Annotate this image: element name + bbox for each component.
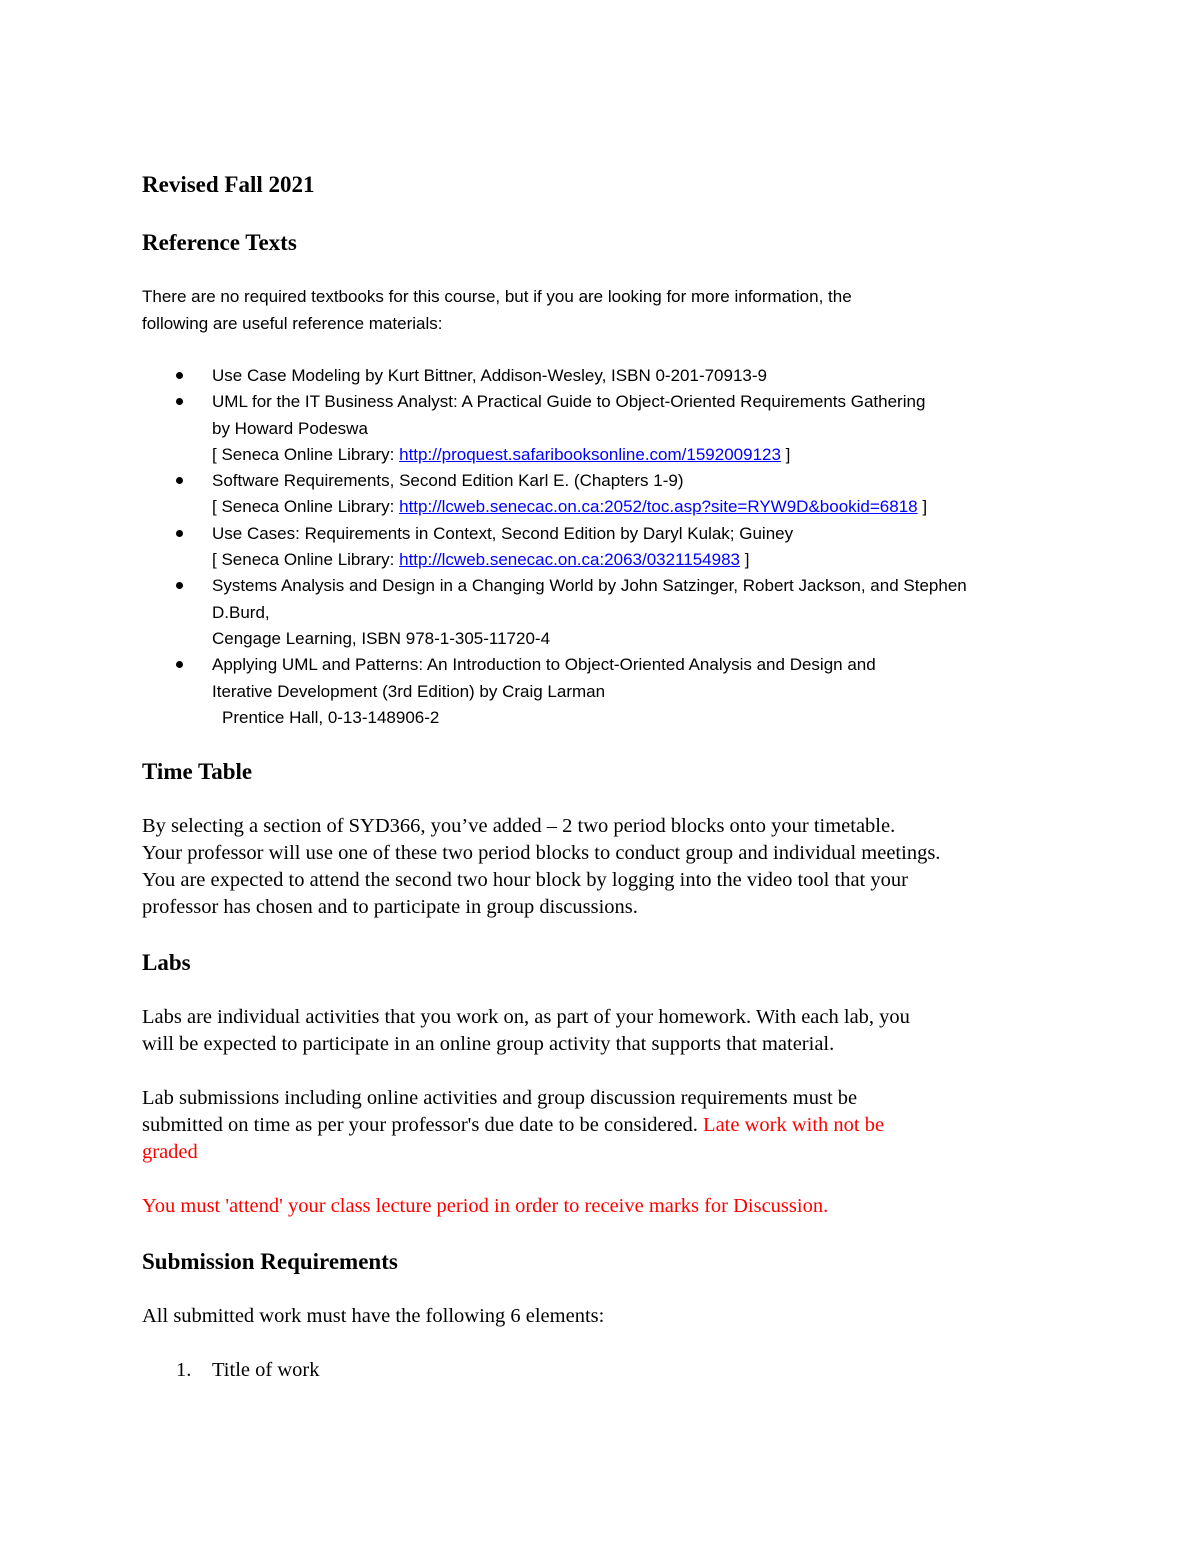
reference-intro-line-2: following are useful reference materials:	[142, 313, 443, 333]
revised-date-heading: Revised Fall 2021	[142, 172, 315, 197]
reference-item-5	[142, 573, 1070, 652]
reference-item-2	[142, 389, 1070, 468]
bullet-icon	[176, 530, 183, 537]
reference-item-6-line-2: Iterative Development (3rd Edition) by Craig Larman	[212, 681, 606, 701]
bullet-icon	[176, 477, 183, 484]
reference-item-3-line-1: Software Requirements, Second Edition Karl E. (Chapters 1-9)	[212, 471, 684, 491]
reference-item-4-line-1: Use Cases: Requirements in Context, Second Edition by Daryl Kulak; Guiney	[212, 523, 794, 543]
library-suffix: ]	[917, 497, 928, 517]
labs-paragraph-2	[142, 1085, 1070, 1166]
reference-item-6-line-3: Prentice Hall, 0-13-148906-2	[222, 707, 440, 727]
bullet-icon	[176, 372, 183, 379]
time-table-heading: Time Table	[142, 759, 253, 785]
bullet-icon	[176, 661, 183, 668]
reference-item-5-line-1: Systems Analysis and Design in a Changing World by John Satzinger, Robert Jackson, and Stephen	[212, 576, 967, 596]
reference-item-5-line-2: D.Burd,	[212, 602, 270, 622]
reference-item-1	[142, 363, 1070, 389]
reference-item-4-library	[212, 547, 1070, 573]
reference-item-2-line-1: UML for the IT Business Analyst: A Practical Guide to Object-Oriented Requirements Gathering	[212, 392, 926, 412]
bullet-icon	[176, 398, 183, 405]
reference-item-6	[142, 652, 1070, 731]
late-work-warning-cont: graded	[142, 1141, 198, 1164]
time-table-line-3: You are expected to attend the second two hour block by logging into the video tool that your	[142, 869, 908, 892]
list-number: 1.	[176, 1359, 192, 1382]
reference-intro	[142, 284, 1070, 337]
library-link-use-cases[interactable]: http://lcweb.senecac.on.ca:2063/0321154983	[399, 550, 740, 570]
labs-para2-line-2: submitted on time as per your professor's due date to be considered.	[142, 1114, 704, 1137]
reference-item-2-library	[212, 442, 1070, 468]
submission-element-1	[142, 1357, 1070, 1384]
labs-para1-line-1: Labs are individual activities that you work on, as part of your homework. With each lab, you	[142, 1006, 910, 1029]
bullet-icon	[176, 582, 183, 589]
reference-item-6-line-1: Applying UML and Patterns: An Introduction to Object-Oriented Analysis and Design and	[212, 655, 876, 675]
library-link-podeswa[interactable]: http://proquest.safaribooksonline.com/1592009123	[399, 444, 781, 464]
library-prefix: [ Seneca Online Library:	[212, 497, 400, 517]
labs-para1-line-2: will be expected to participate in an online group activity that supports that material.	[142, 1033, 835, 1056]
submission-requirements-heading: Submission Requirements	[142, 1249, 398, 1275]
reference-item-4	[142, 521, 1070, 574]
time-table-paragraph	[142, 813, 1070, 921]
labs-para2-line-1: Lab submissions including online activities and group discussion requirements must be	[142, 1087, 858, 1110]
submission-intro: All submitted work must have the following 6 elements:	[142, 1305, 605, 1328]
library-prefix: [ Seneca Online Library:	[212, 550, 400, 570]
time-table-line-2: Your professor will use one of these two period blocks to conduct group and individual meetings.	[142, 842, 941, 865]
reference-item-3	[142, 468, 1070, 521]
reference-list	[142, 363, 1070, 731]
library-suffix: ]	[780, 444, 791, 464]
reference-item-2-line-2: by Howard Podeswa	[212, 418, 368, 438]
labs-heading: Labs	[142, 950, 191, 976]
submission-elements-list	[142, 1357, 1070, 1384]
labs-paragraph-1	[142, 1004, 1070, 1058]
reference-item-3-library	[212, 494, 1070, 520]
library-prefix: [ Seneca Online Library:	[212, 444, 400, 464]
submission-element-text: Title of work	[212, 1359, 320, 1382]
reference-item-5-line-3: Cengage Learning, ISBN 978-1-305-11720-4	[212, 628, 551, 648]
library-suffix: ]	[740, 550, 750, 570]
reference-texts-heading: Reference Texts	[142, 230, 297, 255]
late-work-warning: Late work with not be	[703, 1114, 885, 1137]
library-link-software-requirements[interactable]: http://lcweb.senecac.on.ca:2052/toc.asp?site=RYW9D&bookid=6818	[399, 497, 918, 517]
reference-intro-line-1: There are no required textbooks for this course, but if you are looking for more information, the	[142, 287, 852, 306]
time-table-line-1: By selecting a section of SYD366, you’ve added – 2 two period blocks onto your timetable.	[142, 815, 896, 838]
attendance-warning: You must 'attend' your class lecture period in order to receive marks for Discussion.	[142, 1195, 829, 1218]
reference-item-1-line-1: Use Case Modeling by Kurt Bittner, Addison-Wesley, ISBN 0-201-70913-9	[212, 366, 767, 385]
time-table-line-4: professor has chosen and to participate in group discussions.	[142, 896, 638, 919]
